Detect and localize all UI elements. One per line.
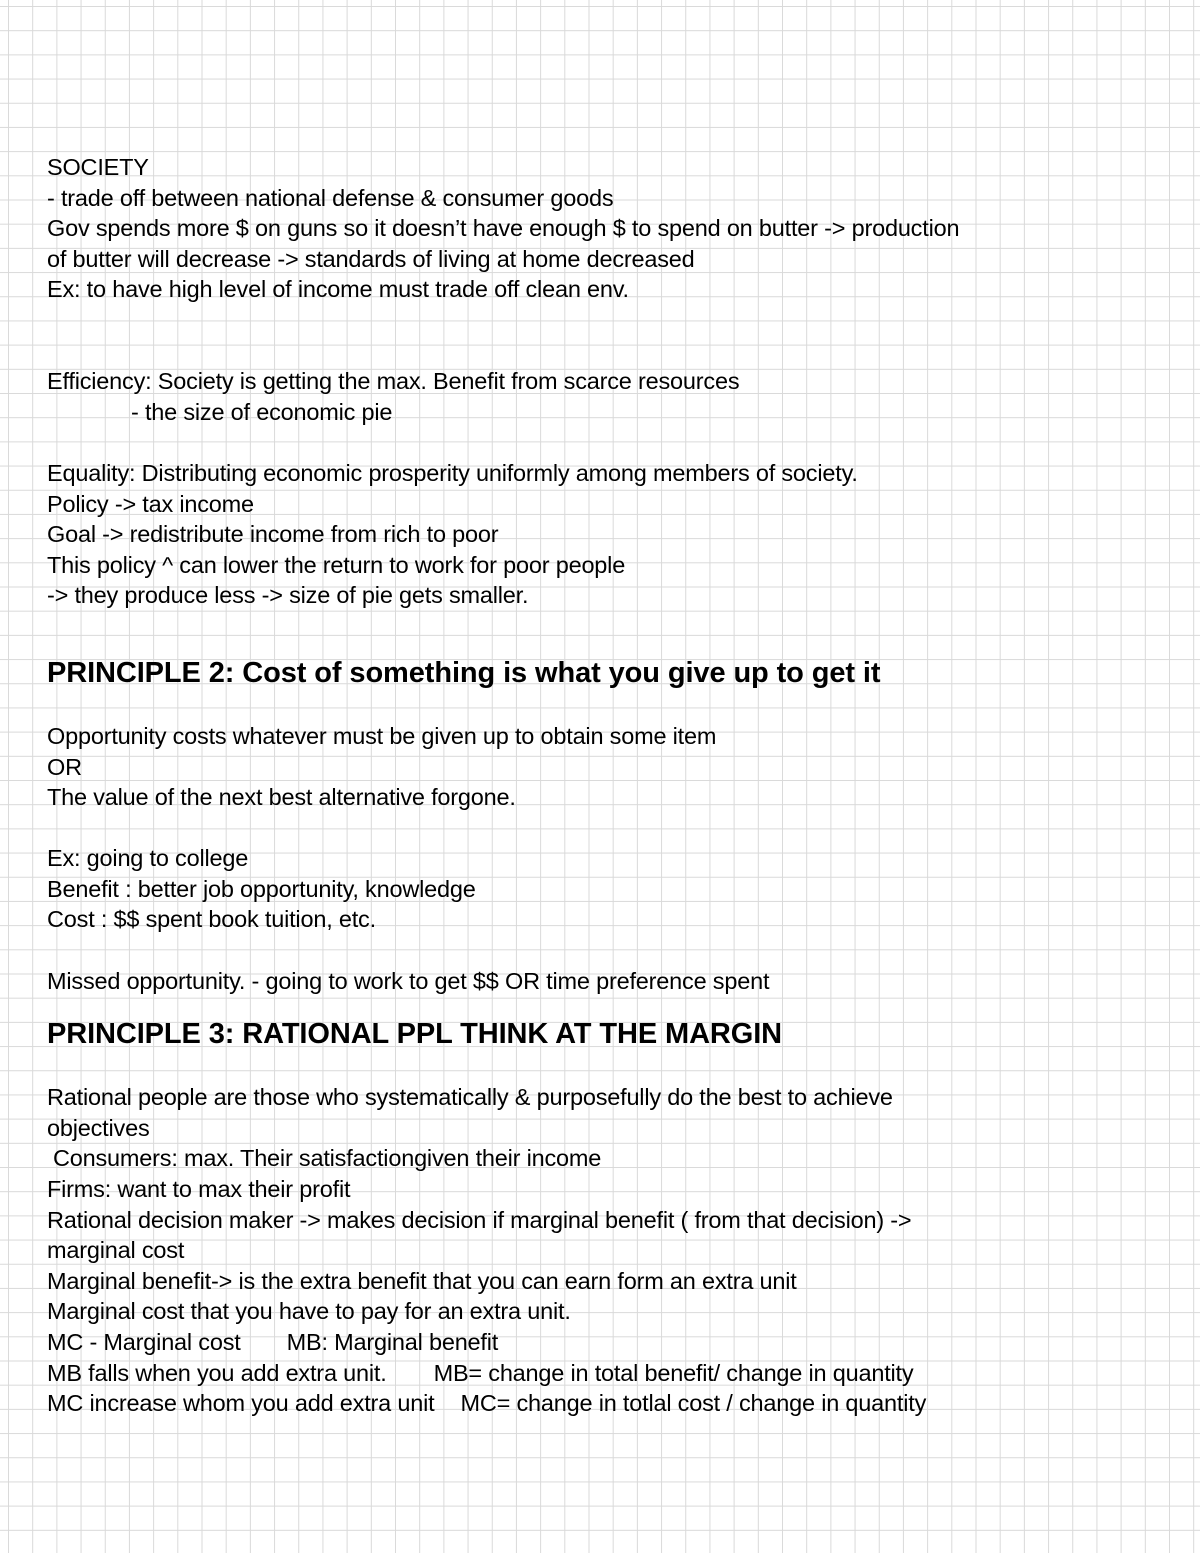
- mc-formula: MC= change in totlal cost / change in quantity: [460, 1390, 927, 1417]
- mc-row: [47, 1388, 1157, 1419]
- college-example-line: Ex: going to college: [47, 845, 249, 872]
- mb-definition: MB: Marginal benefit: [286, 1329, 499, 1355]
- society-title: SOCIETY: [47, 154, 149, 180]
- equality-line: Equality: Distributing economic prosperity uniformly among members of society.: [47, 459, 858, 486]
- spacer: [47, 813, 1157, 844]
- principle-2-heading: PRINCIPLE 2: Cost of something is what you give up to get it: [47, 656, 881, 689]
- equality-line: Goal -> redistribute income from rich to poor: [47, 521, 499, 548]
- notes-page: [47, 152, 1157, 1419]
- college-example-line: Benefit : better job opportunity, knowledge: [47, 875, 476, 902]
- mc-mb-definitions: [47, 1327, 1157, 1358]
- mb-formula: MB= change in total benefit/ change in quantity: [433, 1359, 914, 1386]
- opportunity-cost-line: OR: [47, 753, 82, 780]
- rational-line: marginal cost: [47, 1237, 185, 1264]
- rational-line: Rational people are those who systematically & purposefully do the best to achieve: [47, 1084, 893, 1111]
- equality-line: -> they produce less -> size of pie gets smaller.: [47, 582, 529, 609]
- society-line: of butter will decrease -> standards of living at home decreased: [47, 245, 695, 272]
- missed-opportunity-line: Missed opportunity. - going to work to get $$ OR time preference spent: [47, 967, 770, 994]
- society-line: - trade off between national defense & consumer goods: [47, 184, 614, 211]
- rational-line: objectives: [47, 1114, 150, 1141]
- spacer: [47, 305, 1157, 366]
- spacer: [47, 427, 1157, 458]
- rational-line: Marginal benefit-> is the extra benefit that you can earn form an extra unit: [47, 1267, 797, 1294]
- college-example-line: Cost : $$ spent book tuition, etc.: [47, 906, 376, 933]
- mc-definition: MC - Marginal cost: [47, 1329, 241, 1355]
- mc-increase-text: MC increase whom you add extra unit: [47, 1390, 435, 1417]
- rational-line: Firms: want to max their profit: [47, 1176, 351, 1203]
- efficiency-subpoint: - the size of economic pie: [131, 398, 393, 425]
- opportunity-cost-line: The value of the next best alternative forgone.: [47, 784, 516, 811]
- principle-3-heading: PRINCIPLE 3: RATIONAL PPL THINK AT THE MARGIN: [47, 1018, 783, 1051]
- mb-falls-text: MB falls when you add extra unit.: [47, 1359, 387, 1386]
- mb-row: [47, 1358, 1157, 1389]
- equality-line: This policy ^ can lower the return to work for poor people: [47, 551, 626, 578]
- opportunity-cost-line: Opportunity costs whatever must be given up to obtain some item: [47, 722, 717, 749]
- society-line: Ex: to have high level of income must trade off clean env.: [47, 276, 629, 303]
- rational-line: Marginal cost that you have to pay for an extra unit.: [47, 1298, 571, 1325]
- rational-line: Rational decision maker -> makes decision if marginal benefit ( from that decision) ->: [47, 1206, 912, 1233]
- equality-line: Policy -> tax income: [47, 490, 254, 517]
- society-line: Gov spends more $ on guns so it doesn’t have enough $ to spend on butter -> production: [47, 215, 960, 242]
- spacer: [47, 935, 1157, 966]
- efficiency-definition: Efficiency: Society is getting the max. Benefit from scarce resources: [47, 368, 740, 395]
- rational-line: Consumers: max. Their satisfactiongiven their income: [53, 1145, 602, 1172]
